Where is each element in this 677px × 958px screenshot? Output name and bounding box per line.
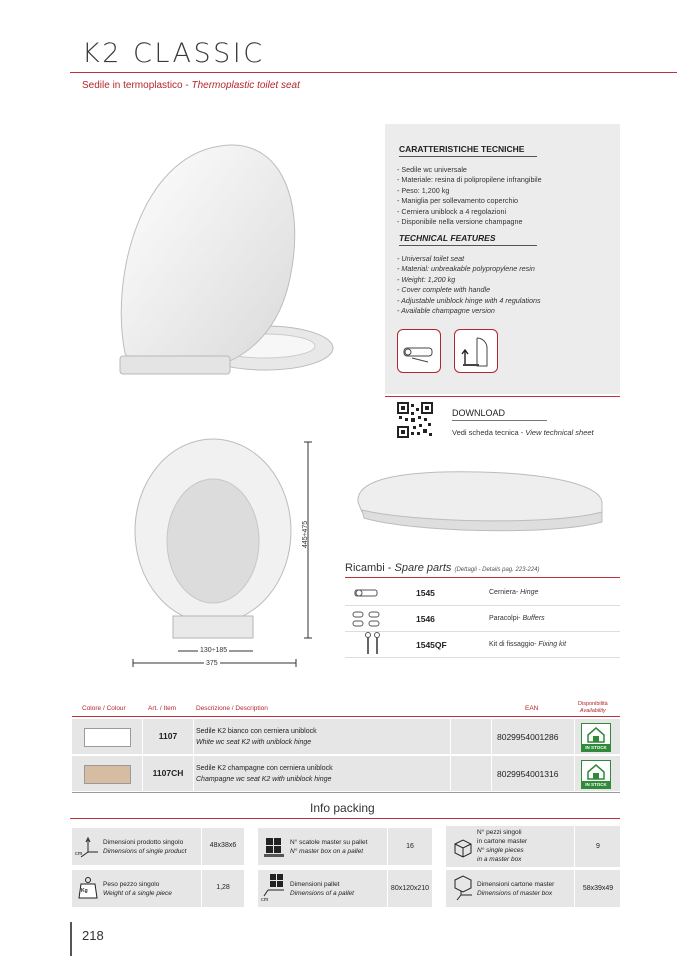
page-subtitle: Sedile in termoplastico - Thermoplastic toilet seat — [82, 80, 300, 91]
title-divider — [70, 72, 677, 73]
download-link[interactable]: DOWNLOAD — [452, 408, 506, 418]
packing-value: 58x39x49 — [582, 885, 614, 892]
download-underline — [452, 420, 547, 421]
qr-code-icon[interactable] — [397, 402, 433, 438]
pallet-dimensions-icon — [262, 872, 288, 900]
item-description: Sedile K2 bianco con cerniera uniblock White wc seat K2 with uniblock hinge — [196, 728, 317, 746]
fixing-kit-part-icon — [363, 632, 383, 656]
packing-value: 16 — [406, 843, 414, 850]
unit-label: cm — [261, 897, 269, 903]
spare-parts-title: Ricambi - Spare parts (Dettagli - Details pag. 223-224) — [345, 562, 540, 574]
inner-width-dimension: 130÷185 — [200, 647, 228, 654]
spec-item: - Maniglia per sollevamento coperchio — [397, 196, 519, 206]
spec-item: - Peso: 1,200 kg — [397, 185, 450, 195]
spare-part-row: 1545QF Kit di fissaggio- Fixing kit — [345, 632, 620, 658]
specs-list-it — [397, 165, 542, 227]
height-dimension: 445÷475 — [302, 520, 309, 548]
in-stock-badge: IN STOCK — [581, 760, 611, 789]
col-header-description: Descrizione / Description — [196, 705, 268, 712]
page-number-divider — [70, 922, 72, 956]
pallet-icon — [262, 834, 288, 860]
table-bottom-divider — [72, 792, 620, 793]
packing-value: 1,28 — [216, 884, 230, 891]
specs-list-en — [397, 254, 541, 316]
box-icon — [452, 836, 474, 858]
packing-value: 9 — [596, 843, 600, 850]
packing-pieces-per-master: N° pezzi singoli in cartone master N° single pieces in a master box 9 — [446, 826, 620, 867]
spec-item: - Adjustable uniblock hinge with 4 regulations — [397, 295, 541, 305]
specs-underline — [399, 156, 537, 157]
spare-part-row: 1546 Paracolpi- Buffers — [345, 606, 620, 632]
lift-handle-icon — [454, 329, 498, 373]
spec-item: - Sedile wc universale — [397, 165, 467, 174]
packing-master-box-dimensions: Dimensioni cartone master Dimensions of master box 58x39x49 — [446, 870, 620, 907]
specs-heading-en: TECHNICAL FEATURES — [399, 233, 496, 243]
hinge-part-icon — [353, 584, 383, 602]
spec-item: - Material: unbreakable polypropylene resin — [397, 264, 535, 274]
product-photo-side — [350, 462, 610, 542]
col-header-ean: EAN — [525, 705, 539, 712]
col-header-item: Art. / Item — [148, 705, 177, 712]
ean-code: 8029954001316 — [497, 769, 559, 779]
info-packing-divider — [70, 818, 620, 819]
width-dimension: 375 — [206, 660, 218, 667]
spec-item: - Cover complete with handle — [397, 285, 491, 295]
unit-label: cm — [75, 851, 83, 857]
product-photo-main — [100, 128, 340, 388]
spec-item: - Materiale: resina di polipropilene infrangibile — [397, 175, 542, 185]
technical-specs-panel — [385, 124, 620, 394]
spec-item: - Universal toilet seat — [397, 254, 465, 263]
table-row — [72, 719, 620, 754]
packing-master-boxes-per-pallet: N° scatole master su pallet N° master box on a pallet 16 — [258, 828, 432, 865]
colour-swatch-white — [84, 728, 131, 747]
in-stock-badge: IN STOCK — [581, 723, 611, 752]
hinge-feature-icon — [397, 329, 441, 373]
spec-item: - Cerniera uniblock a 4 regolazioni — [397, 206, 507, 216]
packing-single-weight: Kg Peso pezzo singolo Weight of a single piece 1,28 — [72, 870, 244, 907]
spare-part-row: 1545 Cerniera- Hinge — [345, 580, 620, 606]
item-code: 1107CH — [152, 768, 184, 778]
specs-underline — [399, 245, 537, 246]
download-description[interactable]: Vedi scheda tecnica - View technical sheet — [452, 428, 594, 437]
top-view-dimension-drawing — [128, 436, 328, 672]
page-number: 218 — [82, 928, 104, 943]
packing-single-dimensions: cm Dimensioni prodotto singolo Dimensions of single product 48x38x6 — [72, 828, 244, 865]
download-divider — [385, 396, 620, 397]
specs-heading-it: CARATTERISTICHE TECNICHE — [399, 144, 525, 154]
packing-value: 48x38x6 — [209, 842, 237, 849]
table-header-divider — [72, 716, 620, 717]
house-icon — [582, 761, 610, 781]
spec-item: - Disponibile nella versione champagne — [397, 217, 523, 227]
house-icon — [582, 724, 610, 744]
info-packing-title: Info packing — [310, 801, 375, 815]
unit-label: Kg — [81, 888, 88, 894]
master-box-dimensions-icon — [452, 874, 474, 902]
spec-item: - Available champagne version — [397, 306, 495, 316]
spec-item: - Weight: 1,200 kg — [397, 274, 456, 284]
table-row — [72, 756, 620, 791]
item-description: Sedile K2 champagne con cerniera uniblock Champagne wc seat K2 with uniblock hinge — [196, 765, 333, 783]
ean-code: 8029954001286 — [497, 732, 559, 742]
item-code: 1107 — [158, 731, 178, 741]
colour-swatch-champagne — [84, 765, 131, 784]
spare-parts-divider — [345, 577, 620, 578]
packing-pallet-dimensions: cm Dimensioni pallet Dimensions of a pallet 80x120x210 — [258, 870, 432, 907]
packing-value: 80x120x210 — [390, 885, 430, 892]
buffers-part-icon — [351, 610, 385, 628]
col-header-availability: Disponibilità Availability — [578, 701, 608, 714]
col-header-colour: Colore / Colour — [82, 705, 126, 712]
page-title: K2 CLASSIC — [82, 38, 265, 69]
